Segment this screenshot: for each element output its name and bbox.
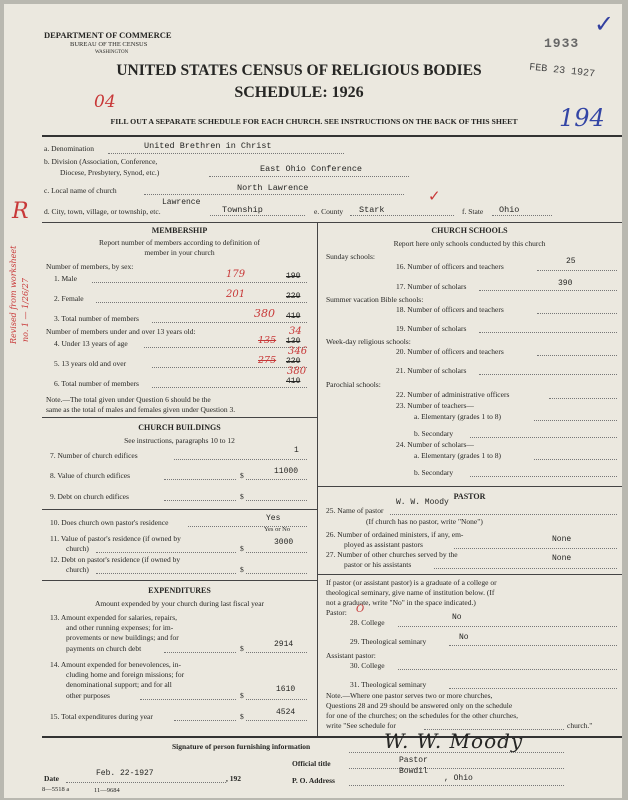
sunday-scholars-value: 390: [558, 279, 573, 288]
total-expenditures-label: 15. Total expenditures during year: [50, 712, 153, 721]
members-by-sex-heading: Number of members, by sex:: [46, 262, 134, 271]
other-churches-value: None: [552, 554, 572, 563]
form-number: 8—5518 a: [42, 786, 70, 793]
state-value: Ohio: [499, 205, 520, 215]
pastor-college-value: No: [452, 613, 462, 622]
pastor-note-1: Note.—Where one pastor serves two or more churches,: [326, 691, 493, 700]
department-label: DEPARTMENT OF COMMERCE: [44, 30, 172, 40]
state-label: f. State: [462, 207, 484, 216]
benevolences-label-3: denominational support; and for all: [66, 680, 172, 689]
total-members-handwritten: 380: [254, 307, 275, 320]
city-value-top: Lawrence: [162, 198, 201, 207]
pastor-college-label: 28. College: [350, 618, 385, 627]
graduate-instruction-2: theological seminary, give name of institution below. (If: [326, 588, 495, 597]
total-members-6-label: 6. Total number of members: [54, 379, 139, 388]
pastor-name-hint: (If church has no pastor, write "None"): [366, 517, 483, 526]
parochial-schools-heading: Parochial schools:: [326, 380, 381, 389]
handwritten-code-right: 194: [559, 104, 605, 132]
dollar-sign: $: [240, 544, 244, 553]
dollar-sign: $: [240, 565, 244, 574]
form-title: UNITED STATES CENSUS OF RELIGIOUS BODIES: [116, 62, 482, 79]
vacation-scholars-label: 19. Number of scholars: [396, 324, 467, 333]
pastor-seminary-label: 29. Theological seminary: [350, 637, 427, 646]
buildings-subtitle: See instructions, paragraphs 10 to 12: [124, 436, 235, 445]
schools-subtitle: Report here only schools conducted by this church: [393, 239, 546, 248]
city-label: d. City, town, village, or township, etc.: [44, 207, 161, 216]
date-label: Date: [44, 774, 59, 783]
church-edifices-label: 7. Number of church edifices: [50, 451, 138, 460]
benevolences-label-1: 14. Amount expended for benevolences, in-: [50, 660, 182, 669]
denomination-value: United Brethren in Christ: [144, 141, 272, 151]
pastor-subheading: Pastor:: [326, 608, 347, 617]
print-number: 11—9684: [94, 787, 120, 794]
pastor-seminary-value: No: [459, 633, 469, 642]
bureau-label: BUREAU OF THE CENSUS: [70, 41, 148, 48]
dollar-sign: $: [240, 492, 244, 501]
column-divider: [317, 222, 318, 736]
female-label: 2. Female: [54, 294, 84, 303]
membership-title: MEMBERSHIP: [151, 226, 208, 235]
city-value: Township: [222, 205, 263, 215]
received-date-stamp: FEB 23 1927: [528, 62, 596, 81]
membership-subtitle-2: member in your church: [144, 248, 215, 257]
over-13-handwritten: 275: [258, 355, 277, 366]
schedule-year: SCHEDULE: 1926: [234, 84, 364, 101]
edifice-value: 11000: [274, 467, 299, 476]
female-value-typed: 220: [286, 292, 301, 301]
signature-value: W. W. Moody: [384, 729, 524, 753]
po-address-label: P. O. Address: [292, 776, 335, 785]
sunday-scholars-label: 17. Number of scholars: [396, 282, 467, 291]
residence-value-label-2: church): [66, 544, 89, 553]
scholars-label: 24. Number of scholars—: [396, 440, 474, 449]
stamp-number: 1933: [544, 36, 580, 51]
expenditures-title: EXPENDITURES: [148, 586, 211, 595]
pastor-name-value: W. W. Moody: [396, 498, 449, 507]
membership-note-1: Note.—The total given under Question 6 should be the: [46, 395, 211, 404]
division-value: East Ohio Conference: [260, 164, 363, 174]
edifice-value-label: 8. Value of church edifices: [50, 471, 131, 480]
benevolences-value: 1610: [276, 685, 296, 694]
instruction-line: FILL OUT A SEPARATE SCHEDULE FOR EACH CHURCH. SEE INSTRUCTIONS ON THE BACK OF THIS SHEET: [110, 117, 518, 126]
dollar-sign: $: [240, 644, 244, 653]
sunday-officers-value: 25: [566, 257, 576, 266]
po-address-state: , Ohio: [444, 774, 473, 783]
residence-debt-label-1: 12. Debt on pastor's residence (if owned by: [50, 555, 181, 564]
pastor-note-4: write "See schedule for: [326, 721, 396, 730]
county-label: e. County: [314, 207, 344, 216]
signature-label: Signature of person furnishing information: [172, 742, 311, 751]
ordained-ministers-label-1: 26. Number of ordained ministers, if any, em-: [326, 530, 464, 539]
over-13-corrected: 346: [288, 346, 308, 357]
date-year-suffix: , 192: [226, 774, 241, 783]
other-churches-label-1: 27. Number of other churches served by the: [326, 550, 458, 559]
scholars-elementary-label: a. Elementary (grades 1 to 8): [414, 451, 502, 460]
total-members-label: 3. Total number of members: [54, 314, 139, 323]
graduate-instruction-1: If pastor (or assistant pastor) is a graduate of a college or: [326, 578, 497, 587]
pastor-note-5: church.": [567, 721, 593, 730]
header-rule: [42, 135, 622, 137]
under-13-label: 4. Under 13 years of age: [54, 339, 128, 348]
sunday-schools-heading: Sunday schools:: [326, 252, 375, 261]
scholars-secondary-label: b. Secondary: [414, 468, 454, 477]
running-expenses-label-3: provements or new buildings; and for: [66, 633, 179, 642]
division-label-line1: b. Division (Association, Conference,: [44, 157, 158, 166]
edifice-debt-label: 9. Debt on church edifices: [50, 492, 129, 501]
benevolences-label-4: other purposes: [66, 691, 110, 700]
running-expenses-label-1: 13. Amount expended for salaries, repairs,: [50, 613, 178, 622]
county-value: Stark: [359, 205, 385, 215]
local-name-value: North Lawrence: [237, 183, 309, 193]
margin-note-line2: no. 1 — 1/26/27: [21, 278, 30, 342]
over-13-label: 5. 13 years old and over: [54, 359, 127, 368]
po-address-city: Bowdil: [399, 767, 428, 776]
total-expenditures-value: 4524: [276, 708, 296, 717]
teachers-label: 23. Number of teachers—: [396, 401, 474, 410]
residence-debt-label-2: church): [66, 565, 89, 574]
owns-residence-value: Yes: [266, 514, 281, 523]
residence-value: 3000: [274, 538, 294, 547]
handwritten-code-left: 04: [94, 92, 116, 112]
weekday-scholars-label: 21. Number of scholars: [396, 366, 467, 375]
ordained-ministers-label-2: ployed as assistant pastors: [344, 540, 423, 549]
vacation-officers-label: 18. Number of officers and teachers: [396, 305, 504, 314]
margin-note-line1: Revised from worksheet: [9, 245, 18, 344]
margin-note-letter: R: [12, 199, 29, 224]
total-members-typed: 410: [286, 312, 301, 321]
official-title-value: Pastor: [399, 756, 428, 765]
total-members-6-typed: 410: [286, 377, 301, 386]
running-expenses-label-4: payments on church debt: [66, 644, 142, 653]
dollar-sign: $: [240, 712, 244, 721]
official-title-label: Official title: [292, 759, 331, 768]
pastor-note-2: Questions 28 and 29 should be answered only on the schedule: [326, 701, 513, 710]
local-name-label: c. Local name of church: [44, 186, 117, 195]
running-expenses-label-2: and other running expenses; for im-: [66, 623, 174, 632]
pastor-handwritten-mark: O: [356, 604, 365, 615]
denomination-label: a. Denomination: [44, 144, 94, 153]
yes-or-no-hint: Yes or No: [264, 526, 291, 533]
membership-note-2: same as the total of males and females given under Question 3.: [46, 405, 236, 414]
total-members-6-handwritten: 380: [287, 366, 307, 377]
male-value-typed: 190: [286, 272, 301, 281]
teachers-elementary-label: a. Elementary (grades 1 to 8): [414, 412, 502, 421]
census-schedule-sheet: [4, 4, 622, 798]
age-heading: Number of members under and over 13 years old:: [46, 327, 196, 336]
over-13-typed: 220: [286, 357, 301, 366]
dollar-sign: $: [240, 471, 244, 480]
sunday-officers-label: 16. Number of officers and teachers: [396, 262, 504, 271]
church-edifices-value: 1: [294, 446, 299, 455]
expenditures-subtitle: Amount expended by your church during last fiscal year: [94, 599, 265, 608]
male-value-handwritten: 179: [226, 269, 246, 280]
owns-residence-label: 10. Does church own pastor's residence: [50, 518, 169, 527]
assistant-college-label: 30. College: [350, 661, 385, 670]
benevolences-label-2: cluding home and foreign missions; for: [66, 670, 185, 679]
division-label-line2: Diocese, Presbytery, Synod, etc.): [60, 168, 160, 177]
washington-label: WASHINGTON: [95, 50, 129, 55]
assistant-seminary-label: 31. Theological seminary: [350, 680, 427, 689]
male-label: 1. Male: [54, 274, 77, 283]
county-check-icon: ✓: [428, 189, 441, 205]
check-mark-icon: ✓: [594, 12, 615, 38]
admin-officers-label: 22. Number of administrative officers: [396, 390, 510, 399]
weekday-officers-label: 20. Number of officers and teachers: [396, 347, 504, 356]
assistant-pastor-subheading: Assistant pastor:: [326, 651, 376, 660]
ordained-ministers-value: None: [552, 535, 572, 544]
dollar-sign: $: [240, 691, 244, 700]
under-13-handwritten: 135: [258, 335, 277, 346]
schools-title: CHURCH SCHOOLS: [431, 226, 508, 235]
under-13-corrected: 34: [289, 326, 302, 337]
other-churches-label-2: pastor or his assistants: [344, 560, 412, 569]
running-expenses-value: 2914: [274, 640, 294, 649]
vacation-schools-heading: Summer vacation Bible schools:: [326, 295, 424, 304]
pastor-note-3: for one of the churches; on the schedules for the other churches,: [326, 711, 519, 720]
female-value-handwritten: 201: [226, 289, 246, 300]
membership-subtitle-1: Report number of members according to definition of: [99, 238, 260, 247]
teachers-secondary-label: b. Secondary: [414, 429, 454, 438]
pastor-name-label: 25. Name of pastor: [326, 506, 384, 515]
under-13-typed: 130: [286, 337, 301, 346]
residence-value-label-1: 11. Value of pastor's residence (if owned by: [50, 534, 181, 543]
date-value: Feb. 22-1927: [96, 769, 154, 778]
buildings-title: CHURCH BUILDINGS: [138, 423, 221, 432]
graduate-instruction-3: not a graduate, write "No" in the space indicated.): [326, 598, 476, 607]
pastor-title: PASTOR: [453, 492, 486, 501]
weekday-schools-heading: Week-day religious schools:: [326, 337, 411, 346]
